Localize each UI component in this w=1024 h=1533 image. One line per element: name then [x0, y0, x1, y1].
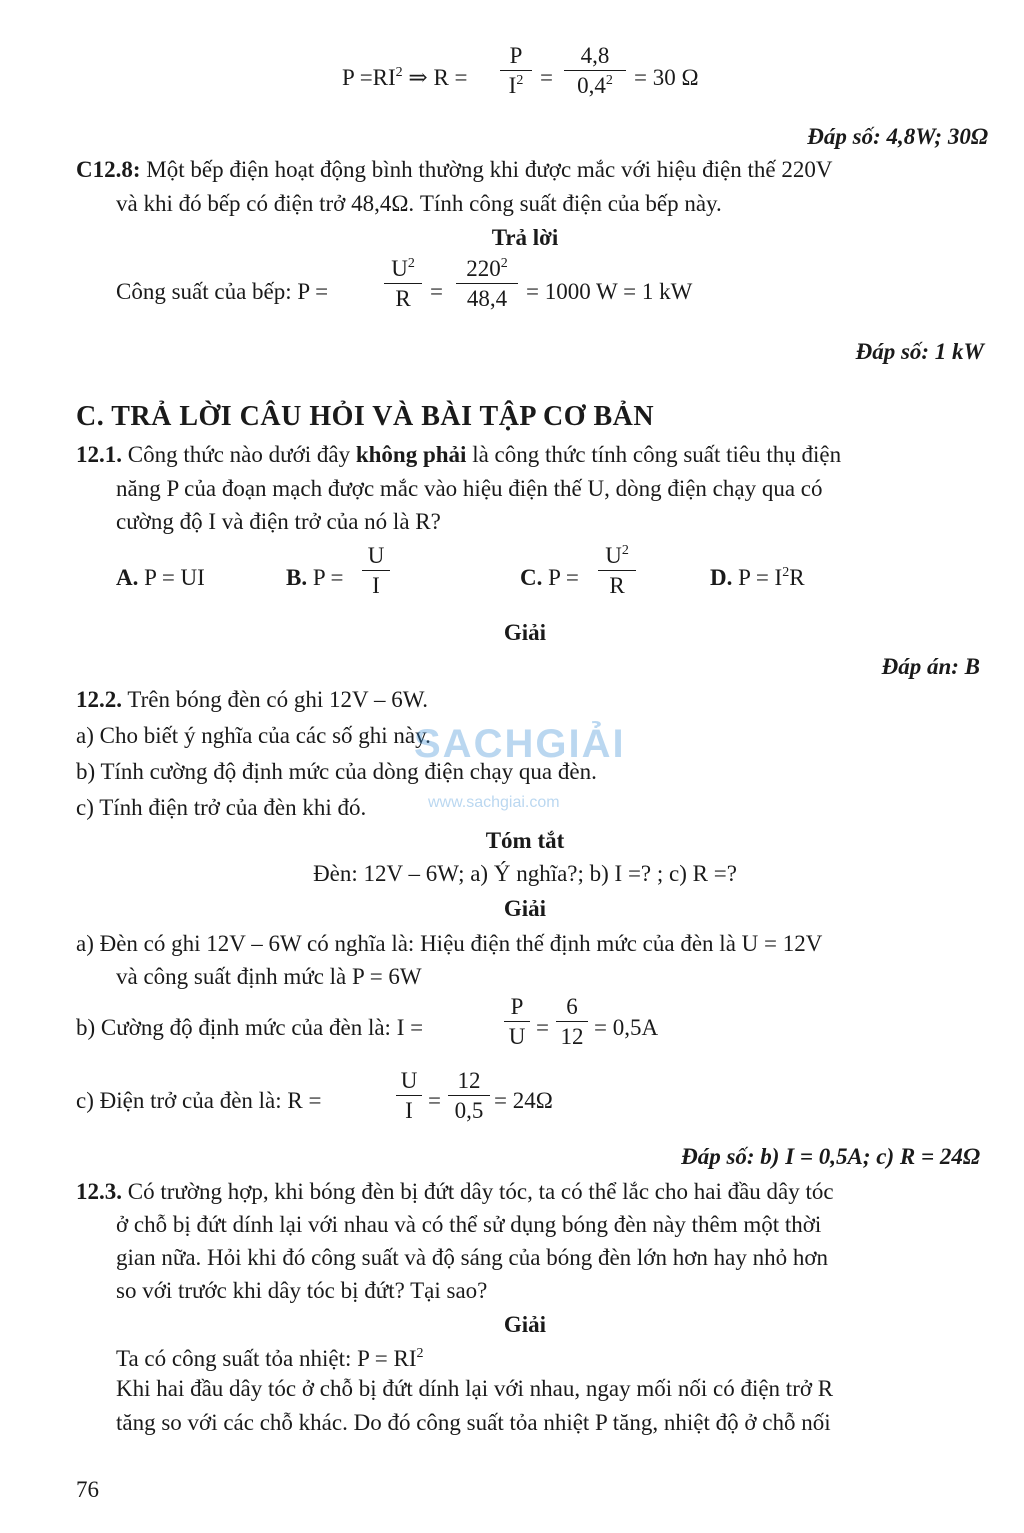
exponent: 2	[395, 65, 403, 80]
eq-text: ⇒ R =	[402, 65, 468, 90]
question-text: Một bếp điện hoạt động bình thường khi được mắc với hiệu điện thế 220V	[140, 157, 833, 182]
equation-top	[342, 66, 468, 89]
question-12-2-title: 12.2. Trên bóng đèn có ghi 12V – 6W.	[76, 687, 429, 712]
question-text: là công thức tính công suất tiêu thụ điện	[466, 442, 842, 467]
option-b: B. P =	[286, 565, 344, 590]
numerator: $U^2$	[391, 256, 415, 281]
summary-text: Đèn: 12V – 6W; a) Ý nghĩa?; b) I =? ; c) R =?	[313, 861, 737, 886]
heading-summary: Tóm tắt	[485, 828, 565, 853]
answer-previous: Đáp số: 4,8W; 30Ω	[807, 124, 988, 149]
question-12-3-line1: 12.3. Có trường hợp, khi bóng đèn bị đứt dây tóc, ta có thể lắc cho hai đầu dây tóc	[76, 1179, 834, 1204]
denominator: $I^2$	[508, 73, 524, 98]
option-d: D. $P = I^2R$	[710, 565, 805, 590]
fraction: U I	[396, 1069, 422, 1122]
question-12-1-line1	[76, 443, 841, 466]
question-c12-8-line2: và khi đó bếp có điện trở 48,4Ω. Tính công suất điện của bếp này.	[116, 191, 722, 216]
solution-a-line2: và công suất định mức là P = 6W	[116, 964, 422, 989]
option-a: A. P = UI	[116, 565, 205, 590]
calc-label: Công suất của bếp: P =	[116, 279, 329, 304]
numerator: $220^2$	[466, 256, 508, 281]
eq-text: P =RI	[342, 65, 396, 90]
section-heading: C. TRẢ LỜI CÂU HỎI VÀ BÀI TẬP CƠ BẢN	[76, 401, 655, 432]
question-label: 12.1.	[76, 442, 122, 467]
fraction: P U	[504, 995, 530, 1048]
watermark-brand: SACHGIẢI	[414, 722, 626, 766]
fraction: 12 0,5	[448, 1069, 490, 1122]
solution-line2: Khi hai đầu dây tóc ở chỗ bị đứt dính lại với nhau, ngay mối nối có điện trở R	[116, 1376, 834, 1401]
heading-answer: Trả lời	[491, 225, 559, 250]
option-b-fraction: U I	[362, 544, 390, 597]
solution-b: b) Cường độ định mức của đèn là: I =	[76, 1015, 424, 1040]
eq-sign: =	[430, 279, 443, 304]
option-c-fraction: $U^2$ R	[598, 544, 636, 597]
question-12-3-line3: gian nữa. Hỏi khi đó công suất và độ sáng của bóng đèn lớn hơn hay nhỏ hơn	[116, 1245, 829, 1270]
question-label: C12.8:	[76, 157, 141, 182]
eq-result: = 24Ω	[494, 1088, 553, 1113]
heading-solution: Giải	[503, 620, 547, 645]
question-12-1-line3: cường độ I và điện trở của nó là R?	[116, 509, 441, 534]
solution-line3: tăng so với các chỗ khác. Do đó công suất tỏa nhiệt P tăng, nhiệt độ ở chỗ nối	[116, 1410, 831, 1435]
question-12-2-a: a) Cho biết ý nghĩa của các số ghi này.	[76, 723, 431, 748]
eq-result: = 1000 W = 1 kW	[526, 279, 693, 304]
denominator: 48,4	[466, 286, 508, 311]
numerator: P	[509, 43, 523, 68]
eq-result: = 30 Ω	[634, 65, 699, 90]
question-12-1-line2: năng P của đoạn mạch được mắc vào hiệu điện thế U, dòng điện chạy qua có	[116, 476, 823, 501]
denominator: R	[395, 286, 411, 311]
emphasis-text: không phải	[355, 442, 467, 467]
numerator: 4,8	[580, 43, 610, 68]
question-text: Công thức nào dưới đây	[122, 442, 356, 467]
eq-sign: =	[540, 65, 553, 90]
denominator: $0,4^2$	[577, 73, 613, 98]
question-c12-8-line1	[76, 158, 832, 181]
fraction: 6 12	[556, 995, 588, 1048]
question-12-2-b: b) Tính cường độ định mức của dòng điện chạy qua đèn.	[76, 759, 597, 784]
solution-a-line1: a) Đèn có ghi 12V – 6W có nghĩa là: Hiệu điện thế định mức của đèn là U = 12V	[76, 931, 823, 956]
fraction	[384, 257, 422, 310]
option-c: C. P =	[520, 565, 579, 590]
fraction	[564, 44, 626, 97]
question-12-2-c: c) Tính điện trở của đèn khi đó.	[76, 795, 367, 820]
answer-12-2: Đáp số: b) I = 0,5A; c) R = 24Ω	[681, 1144, 980, 1169]
fraction	[500, 44, 532, 97]
watermark-url: www.sachgiai.com	[428, 794, 560, 811]
heading-solution: Giải	[503, 1312, 547, 1337]
eq-sign: =	[536, 1015, 549, 1040]
solution-line1: Ta có công suất tỏa nhiệt: $P = RI^2$	[116, 1346, 424, 1371]
page-number: 76	[76, 1477, 99, 1502]
fraction	[456, 257, 518, 310]
question-12-3-line2: ở chỗ bị đứt dính lại với nhau và có thể sử dụng bóng đèn này thêm một thời	[116, 1212, 822, 1237]
solution-c: c) Điện trở của đèn là: R =	[76, 1088, 322, 1113]
answer-12-1: Đáp án: B	[881, 654, 980, 679]
eq-result: = 0,5A	[594, 1015, 659, 1040]
eq-sign: =	[428, 1088, 441, 1113]
heading-solution: Giải	[503, 896, 547, 921]
answer-c12-8: Đáp số: 1 kW	[855, 339, 984, 364]
question-12-3-line4: so với trước khi dây tóc bị đứt? Tại sao?	[116, 1278, 488, 1303]
